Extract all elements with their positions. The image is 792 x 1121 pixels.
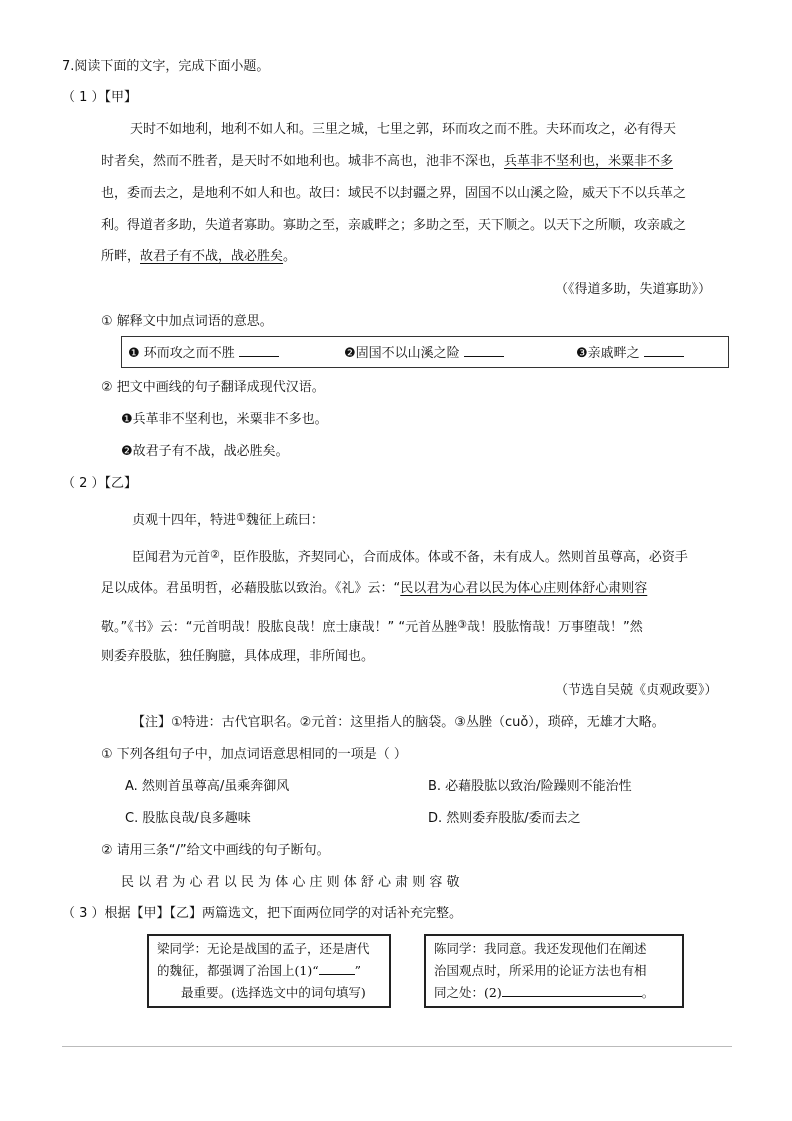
translate-item: ❷故君子有不战，战必胜矣。 (121, 444, 289, 459)
footer-divider (62, 1046, 732, 1047)
answer-blank[interactable] (502, 984, 642, 997)
part2-label: （ 2 ）【乙】 (62, 476, 138, 491)
passage-line: 所畔，故君子有不战，战必胜矣。 (101, 249, 297, 264)
dialog-box-liang: 梁同学：无论是战国的孟子，还是唐代 的魏征，都强调了治国上(1)“ ” 最重要。(选择选文中的词句填写) (147, 934, 391, 1008)
answer-blank[interactable] (464, 344, 504, 357)
vocab-box (121, 336, 729, 368)
answer-blank[interactable] (319, 962, 355, 975)
part1-label: （ 1 ）【甲】 (62, 90, 138, 105)
source-citation: （节选自吴兢《贞观政要》） (555, 683, 718, 698)
source-citation: （《得道多助，失道寡助》） (555, 282, 712, 297)
translate-item: ❶兵革非不坚利也，米粟非不多也。 (121, 412, 328, 427)
question-prompt: ① 解释文中加点词语的意思。 (101, 314, 273, 329)
answer-blank[interactable] (644, 344, 684, 357)
underlined-sentence: 民以君为心君以民为体心庄则体舒心肃则容 (400, 581, 648, 596)
question-prompt: ② 把文中画线的句子翻译成现代汉语。 (101, 380, 325, 395)
question-prompt: ② 请用三条“/”给文中画线的句子断句。 (101, 843, 330, 858)
dialog-box-chen: 陈同学：我同意。我还发现他们在阐述 治国观点时，所采用的论证方法也有相 同之处：(2) 。 (424, 934, 684, 1008)
passage-line: 敬。”《书》云：“元首明哉！股肱良哉！庶士康哉！” “元首丛脞③哉！股肱惰哉！万事堕哉！”然 (101, 618, 643, 635)
option-d[interactable]: D. 然则委弃股肱/委而去之 (428, 811, 581, 826)
vocab-item: ❷固国不以山溪之险 (344, 344, 504, 363)
sentence-to-punctuate: 民 以 君 为 心 君 以 民 为 体 心 庄 则 体 舒 心 肃 则 容 敬 (121, 875, 460, 890)
option-b[interactable]: B. 必藉股肱以致治/险躁则不能治性 (428, 779, 632, 794)
option-a[interactable]: A. 然则首虽尊高/虽乘奔御风 (125, 779, 290, 794)
passage-line: 也，委而去之，是地利不如人和也。故曰：域民不以封疆之界，固国不以山溪之险，威天下不以兵革之 (101, 186, 687, 201)
underlined-sentence: 故君子有不战，战必胜矣 (140, 249, 284, 264)
passage-line: 利。得道者多助，失道者寡助。寡助之至，亲戚畔之；多助之至，天下顺之。以天下之所顺，攻亲戚之 (101, 218, 687, 233)
passage-line: 臣闻君为元首②，臣作股肱，齐契同心，合而成体。体或不备，未有成人。然则首虽尊高，必资手 (132, 548, 688, 565)
passage-line: 则委弃股肱，独任胸臆，具体成理，非所闻也。 (101, 649, 375, 664)
passage-line: 贞观十四年，特进①魏征上疏曰： (132, 511, 324, 528)
passage-line: 足以成体。君虽明哲，必藉股肱以致治。《礼》云：“民以君为心君以民为体心庄则体舒心肃则容 (101, 581, 648, 596)
passage-line: 天时不如地利，地利不如人和。三里之城，七里之郭，环而攻之而不胜。夫环而攻之，必有得天 (130, 122, 677, 137)
question-prompt: （ 3 ）根据【甲】【乙】两篇选文，把下面两位同学的对话补充完整。 (62, 906, 463, 921)
vocab-item: ❶ 环而攻之而不胜 (128, 344, 279, 363)
annotation-note: 【注】①特进：古代官职名。②元首：这里指人的脑袋。③丛脞（cuǒ），琐碎，无雄才大略。 (132, 715, 665, 730)
option-c[interactable]: C. 股肱良哉/良多趣味 (125, 811, 251, 826)
vocab-item: ❸亲戚畔之 (576, 344, 684, 363)
underlined-sentence: 兵革非不坚利也，米粟非不多 (504, 154, 674, 169)
passage-line: 时者矣，然而不胜者，是天时不如地利也。城非不高也，池非不深也，兵革非不坚利也，米粟非不多 (101, 154, 674, 169)
answer-blank[interactable] (239, 344, 279, 357)
question-header: 7.阅读下面的文字，完成下面小题。 (62, 59, 270, 74)
question-prompt: ① 下列各组句子中，加点词语意思相同的一项是（ ） (101, 747, 407, 762)
